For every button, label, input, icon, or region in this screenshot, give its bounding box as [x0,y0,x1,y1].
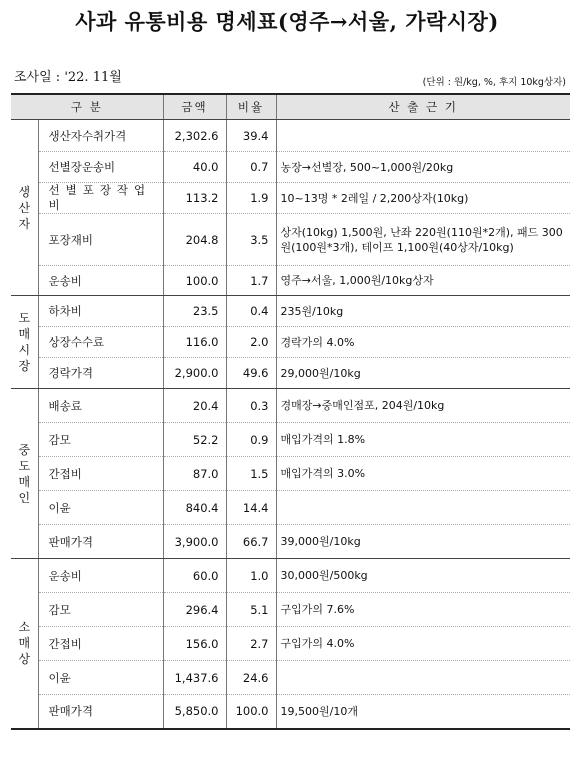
group-label [11,389,38,559]
group-label [11,120,38,296]
amount-cell: 20.4 [163,389,226,423]
amount-cell: 87.0 [163,457,226,491]
basis-cell: 구입가의 7.6% [276,593,570,627]
item-name: 경락가격 [38,358,163,389]
table-row [11,457,570,491]
amount-cell: 2,302.6 [163,120,226,152]
amount-cell: 23.5 [163,296,226,327]
basis-cell: 39,000원/10kg [276,525,570,559]
ratio-cell: 49.6 [226,358,276,389]
amount-cell: 5,850.0 [163,695,226,729]
item-name: 상장수수료 [38,327,163,358]
header-category: 구 분 [11,94,163,120]
amount-cell: 156.0 [163,627,226,661]
basis-cell: 매입가격의 3.0% [276,457,570,491]
amount-cell: 60.0 [163,559,226,593]
group-label-text: 중도매인 [18,442,31,505]
amount-cell: 52.2 [163,423,226,457]
ratio-cell: 0.3 [226,389,276,423]
group-label [11,296,38,389]
ratio-cell: 24.6 [226,661,276,695]
table-row [11,423,570,457]
basis-cell: 영주→서울, 1,000원/10kg상자 [276,266,570,296]
basis-cell: 상자(10kg) 1,500원, 난좌 220원(110원*2개), 패드 300원(100원*3개), 테이프 1,100원(40상자/10kg) [276,214,570,266]
ratio-cell: 1.0 [226,559,276,593]
basis-cell: 235원/10kg [276,296,570,327]
basis-cell [276,491,570,525]
basis-cell: 경매장→중매인점포, 204원/10kg [276,389,570,423]
amount-cell: 296.4 [163,593,226,627]
ratio-cell: 1.9 [226,183,276,214]
table-row [11,120,570,152]
amount-cell: 113.2 [163,183,226,214]
item-name: 판매가격 [38,525,163,559]
item-name: 운송비 [38,266,163,296]
table-row [11,661,570,695]
table-row [11,266,570,296]
table-row [11,214,570,266]
table-row [11,559,570,593]
basis-cell [276,120,570,152]
table-row [11,183,570,214]
amount-cell: 40.0 [163,152,226,183]
table-row [11,525,570,559]
item-name: 배송료 [38,389,163,423]
ratio-cell: 1.5 [226,457,276,491]
unit-note: (단위 : 원/kg, %, 후지 10kg상자) [422,77,566,88]
group-label-text: 소매상 [18,620,31,667]
basis-cell [276,661,570,695]
basis-cell: 구입가의 4.0% [276,627,570,661]
table-row [11,627,570,661]
amount-cell: 2,900.0 [163,358,226,389]
basis-cell: 10~13명 * 2레일 / 2,200상자(10kg) [276,183,570,214]
item-name: 판매가격 [38,695,163,729]
survey-date: 조사일 : '22. 11월 [14,70,122,85]
basis-cell: 30,000원/500kg [276,559,570,593]
item-name: 이윤 [38,661,163,695]
ratio-cell: 2.0 [226,327,276,358]
group-label-text: 생산자 [18,184,31,231]
item-name: 감모 [38,423,163,457]
ratio-cell: 0.7 [226,152,276,183]
ratio-cell: 100.0 [226,695,276,729]
ratio-cell: 5.1 [226,593,276,627]
ratio-cell: 2.7 [226,627,276,661]
header-basis: 산 출 근 기 [276,94,570,120]
table-header-row [11,94,570,120]
amount-cell: 100.0 [163,266,226,296]
basis-cell: 29,000원/10kg [276,358,570,389]
basis-cell: 경락가의 4.0% [276,327,570,358]
table-row [11,389,570,423]
item-name: 운송비 [38,559,163,593]
ratio-cell: 0.4 [226,296,276,327]
table-row [11,296,570,327]
item-name: 포장재비 [38,214,163,266]
table-row [11,695,570,729]
group-label-text: 도매시장 [18,311,31,373]
ratio-cell: 1.7 [226,266,276,296]
basis-cell: 농장→선별장, 500~1,000원/20kg [276,152,570,183]
amount-cell: 204.8 [163,214,226,266]
group-label [11,559,38,729]
basis-cell: 19,500원/10개 [276,695,570,729]
item-name: 생산자수취가격 [38,120,163,152]
item-name: 선별포장작업비 [38,183,163,214]
item-name: 이윤 [38,491,163,525]
ratio-cell: 39.4 [226,120,276,152]
ratio-cell: 3.5 [226,214,276,266]
table-row [11,327,570,358]
item-name: 간접비 [38,457,163,491]
amount-cell: 840.4 [163,491,226,525]
cost-table [11,93,570,730]
amount-cell: 3,900.0 [163,525,226,559]
header-ratio: 비율 [226,94,276,120]
basis-cell: 매입가격의 1.8% [276,423,570,457]
ratio-cell: 0.9 [226,423,276,457]
ratio-cell: 14.4 [226,491,276,525]
header-amount: 금액 [163,94,226,120]
page-title: 사과 유통비용 명세표(영주→서울, 가락시장) [75,9,499,34]
amount-cell: 116.0 [163,327,226,358]
table-row [11,593,570,627]
amount-cell: 1,437.6 [163,661,226,695]
item-name: 선별장운송비 [38,152,163,183]
table-row [11,491,570,525]
item-name: 감모 [38,593,163,627]
table-row [11,152,570,183]
item-name: 간접비 [38,627,163,661]
item-name: 하차비 [38,296,163,327]
table-row [11,358,570,389]
ratio-cell: 66.7 [226,525,276,559]
